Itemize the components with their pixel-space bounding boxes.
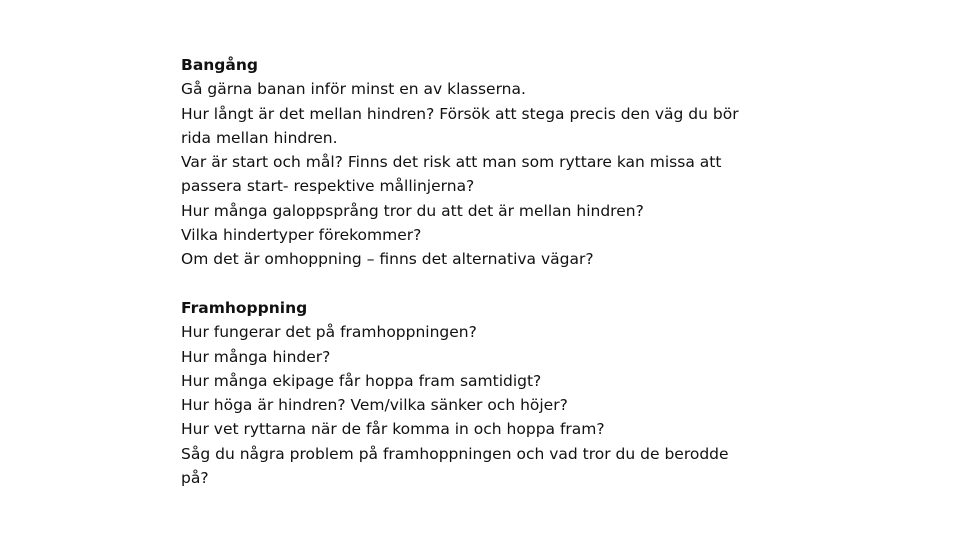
- text-line: passera start- respektive mållinjerna?: [181, 177, 475, 196]
- section-title: Framhoppning: [181, 298, 308, 317]
- text-line: Hur vet ryttarna när de får komma in och hoppa fram?: [181, 420, 605, 439]
- text-line: Hur många galoppsprång tror du att det är mellan hindren?: [181, 201, 644, 220]
- section-bangang: [181, 53, 801, 272]
- text-line: Hur fungerar det på framhoppningen?: [181, 323, 477, 342]
- text-line: på?: [181, 469, 209, 488]
- text-line: rida mellan hindren.: [181, 128, 338, 147]
- text-line: Om det är omhoppning – finns det alternativa vägar?: [181, 250, 594, 269]
- text-line: Hur långt är det mellan hindren? Försök att stega precis den väg du bör: [181, 104, 739, 123]
- section-title: Bangång: [181, 56, 258, 74]
- text-line: Hur höga är hindren? Vem/vilka sänker och höjer?: [181, 396, 568, 415]
- text-body: [181, 53, 801, 490]
- text-line: Gå gärna banan inför minst en av klasserna.: [181, 80, 526, 99]
- text-line: Vilka hindertyper förekommer?: [181, 226, 422, 245]
- text-line: Hur många ekipage får hoppa fram samtidigt?: [181, 371, 542, 390]
- section-framhoppning: [181, 296, 801, 490]
- text-line: Såg du några problem på framhoppningen och vad tror du de berodde: [181, 444, 729, 463]
- text-line: Var är start och mål? Finns det risk att man som ryttare kan missa att: [181, 153, 722, 172]
- text-line: Hur många hinder?: [181, 347, 331, 366]
